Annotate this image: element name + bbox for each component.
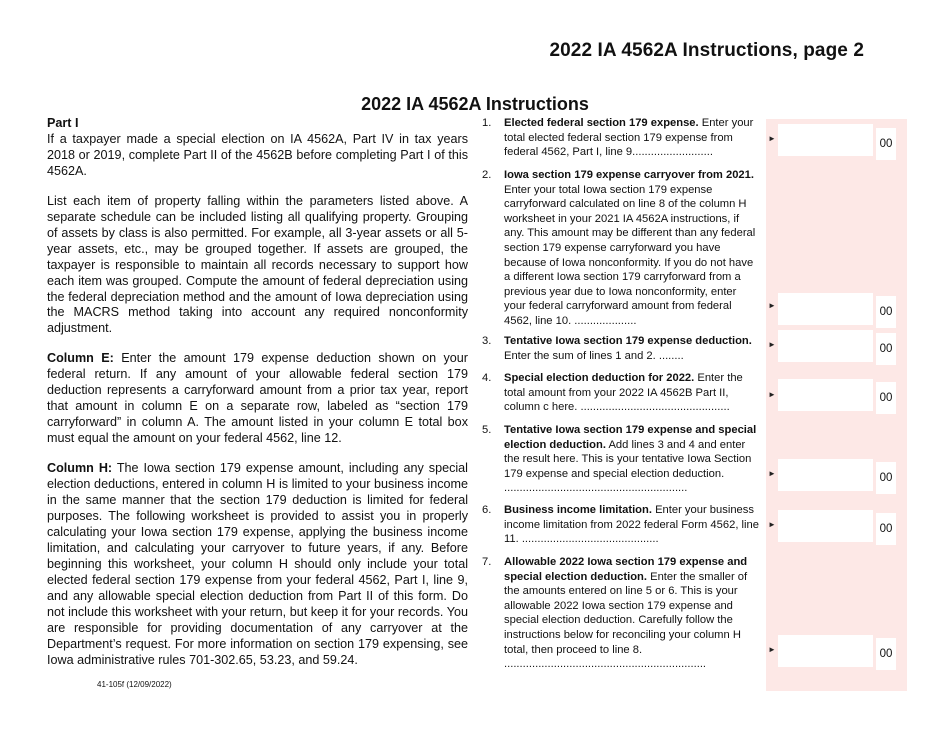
line-heading: Tentative Iowa section 179 expense and special election deduction.: [504, 424, 757, 451]
line-2-amount-input[interactable]: [778, 293, 873, 325]
line-number: 2.: [482, 169, 492, 181]
line-description: [504, 555, 760, 672]
line-description: [504, 503, 760, 547]
arrow-icon: ►: [768, 301, 776, 310]
line-body: Enter your business income limitation from 2022 federal Form 4562, line 11. ............................................: [504, 504, 759, 546]
line-heading: Iowa section 179 expense carryover from 2021.: [504, 169, 754, 181]
column-h-paragraph: [47, 461, 468, 668]
worksheet-line-7: [482, 555, 767, 672]
line-number: 1.: [482, 117, 492, 129]
line-1-amount-input[interactable]: [778, 124, 873, 156]
arrow-icon: ►: [768, 134, 776, 143]
line-body: Enter your total Iowa section 179 expense carryforward calculated on line 8 of the column H worksheet in your 2021 IA 4562A instructions, if any. This amount may be different than any federal section 179 expense carryforward you have because of Iowa nonconformity. If you do not have a different Iowa section 179 carryforward from a previous year due to Iowa nonconformity, enter your federal carryforward amount from federal 4562, line 10. ....................: [504, 183, 756, 327]
line-5-cents[interactable]: 00: [876, 462, 896, 494]
line-7-amount-input[interactable]: [778, 635, 873, 667]
line-heading: Allowable 2022 Iowa section 179 expense and special election deduction.: [504, 556, 748, 583]
line-number: 3.: [482, 335, 492, 347]
part-i-heading: Part I: [47, 116, 79, 130]
line-description: [504, 371, 760, 415]
line-2-cents[interactable]: 00: [876, 296, 896, 328]
line-6-cents[interactable]: 00: [876, 513, 896, 545]
form-code: 41-105f (12/09/2022): [97, 680, 172, 689]
arrow-icon: ►: [768, 520, 776, 529]
line-body: Enter the total amount from your 2022 IA 4562B Part II, column c here. ................................................: [504, 372, 743, 414]
line-number: 6.: [482, 504, 492, 516]
column-h-text: The Iowa section 179 expense amount, including any special election deductions, entered in column H is limited to your business income in the same manner that the section 179 deduction is limited for federal purposes. The following worksheet is provided to assist you in properly calculating your Iowa section 179 expense, applying the business income limitation, and calculating your carryover to future years, if any. Before beginning this worksheet, your column H should only include your total elected federal section 179 expense from your federal 4562, Part I, line 9, and any allowable special election deduction from Part II of this form. Do not include this worksheet with your return, but keep it for your records. You are responsible for providing documentation of any carryover at the Department’s request. For more information on section 179 expensing, see Iowa administrative rules 701-302.65, 53.23, and 59.24.: [47, 461, 468, 667]
line-number: 5.: [482, 424, 492, 436]
grouping-paragraph: List each item of property falling within the parameters listed above. A separate schedule can be included listing all qualifying property. Grouping of assets by class is also permitted. For example, all 3-year assets or all 5-year assets, etc., may be grouped together. If assets are grouped, the taxpayer is responsible to maintain all records necessary to support how each item was grouped. Compute the amount of federal depreciation using the federal depreciation method and the amount of Iowa depreciation using the MACRS method taking into account any required nonconformity adjustment.: [47, 193, 468, 336]
line-heading: Tentative Iowa section 179 expense deduction.: [504, 335, 752, 347]
instructions-column: [47, 116, 468, 683]
worksheet-line-4: [482, 371, 767, 415]
worksheet-line-2: [482, 168, 767, 329]
line-7-cents[interactable]: 00: [876, 638, 896, 670]
line-description: [504, 168, 760, 329]
worksheet-line-5: [482, 423, 767, 496]
column-h-label: Column H:: [47, 461, 113, 476]
line-heading: Elected federal section 179 expense.: [504, 117, 699, 129]
line-4-amount-input[interactable]: [778, 379, 873, 411]
arrow-icon: ►: [768, 340, 776, 349]
line-body: Enter the sum of lines 1 and 2. ........: [504, 349, 684, 362]
line-description: [504, 116, 760, 160]
document-title: 2022 IA 4562A Instructions: [361, 94, 589, 114]
line-description: [504, 423, 760, 496]
line-number: 7.: [482, 556, 492, 568]
worksheet-line-3: [482, 334, 767, 363]
part-i-section: [47, 116, 468, 180]
column-e-text: Enter the amount 179 expense deduction shown on your federal return. If any amount of your allowable federal section 179 deduction represents a carryforward amount from a prior tax year, report that amount in column E on a separate row, labeled as “section 179 carryforward” in column A. The amount listed in your column E total box must equal the amount on your federal 4562, line 12.: [47, 351, 468, 446]
line-3-amount-input[interactable]: [778, 330, 873, 362]
line-body: Enter your total elected federal section 179 expense from federal 4562, Part I, line 9..........................: [504, 117, 754, 159]
line-number: 4.: [482, 372, 492, 384]
line-body: Add lines 3 and 4 and enter the result here. This is your tentative Iowa Section 179 expense and special election deduction. ...........................................................: [504, 438, 752, 495]
line-heading: Special election deduction for 2022.: [504, 372, 695, 384]
line-1-cents[interactable]: 00: [876, 128, 896, 160]
part-i-text: If a taxpayer made a special election on IA 4562A, Part IV in tax years 2018 or 2019, complete Part II of the 4562B before completing Part I of this 4562A.: [47, 131, 468, 178]
line-6-amount-input[interactable]: [778, 510, 873, 542]
line-5-amount-input[interactable]: [778, 459, 873, 491]
column-e-label: Column E:: [47, 351, 114, 366]
line-description: [504, 334, 760, 363]
line-body: Enter the smaller of the amounts entered on line 5 or 6. This is your allowable 2022 Iowa section 179 expense and special election deduction. Carefully follow the instructions below for reconciling your column H total, then proceed to line 8. .................................................................: [504, 570, 748, 671]
worksheet-line-1: [482, 116, 767, 160]
arrow-icon: ►: [768, 469, 776, 478]
line-heading: Business income limitation.: [504, 504, 652, 516]
worksheet-line-6: [482, 503, 767, 547]
column-e-paragraph: [47, 351, 468, 447]
page-header-title: 2022 IA 4562A Instructions, page 2: [549, 40, 864, 61]
arrow-icon: ►: [768, 390, 776, 399]
line-4-cents[interactable]: 00: [876, 382, 896, 414]
line-3-cents[interactable]: 00: [876, 333, 896, 365]
arrow-icon: ►: [768, 645, 776, 654]
